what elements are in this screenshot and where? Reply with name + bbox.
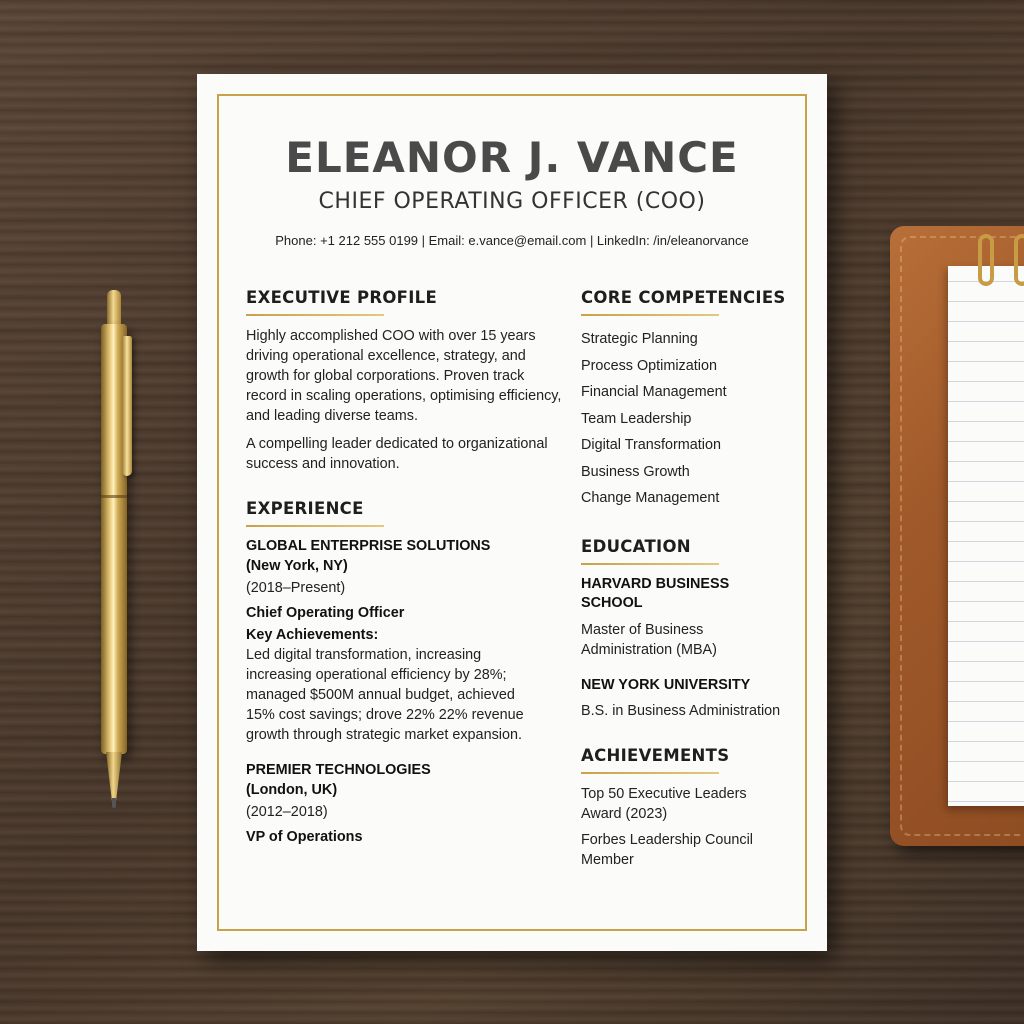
pen-clip xyxy=(122,336,132,476)
notepad-paper xyxy=(948,266,1024,806)
competency-list xyxy=(581,326,806,512)
section-heading: EXPERIENCE xyxy=(246,499,364,518)
job-title: VP of Operations xyxy=(246,829,363,845)
resume-header xyxy=(197,134,827,250)
education-section xyxy=(581,536,806,722)
job-dates: (2018–Present) xyxy=(246,580,346,596)
competency-item: Strategic Planning xyxy=(581,331,698,347)
section-rule xyxy=(246,525,384,527)
section-heading: EXECUTIVE PROFILE xyxy=(246,288,438,307)
binding-ring xyxy=(978,234,994,286)
education-item xyxy=(581,575,806,660)
job-achievements: Led digital transformation, increasing increasing operational efficiency by 28%; managed $500M annual budget, achieved 15% cost savings; drove 22% 22% revenue growth through strategic market expansion. xyxy=(246,647,524,743)
section-heading: EDUCATION xyxy=(581,536,691,556)
achievements-section xyxy=(581,745,806,870)
candidate-role: CHIEF OPERATING OFFICER (COO) xyxy=(318,189,706,214)
school-name: NEW YORK UNIVERSITY xyxy=(581,676,751,693)
achievement-item: Top 50 Executive Leaders Award (2023) xyxy=(581,786,747,822)
school-name: HARVARD BUSINESS SCHOOL xyxy=(581,575,730,611)
job-entry xyxy=(246,537,566,745)
profile-paragraph: A compelling leader dedicated to organizational success and innovation. xyxy=(246,436,548,472)
competency-item: Team Leadership xyxy=(581,410,692,427)
degree: Master of Business Administration (MBA) xyxy=(581,621,717,658)
left-column xyxy=(246,287,566,871)
pen-click-button xyxy=(107,290,121,326)
notepad-rings xyxy=(978,234,1024,294)
job-entry xyxy=(246,761,566,847)
right-column xyxy=(581,287,806,894)
job-title: Chief Operating Officer xyxy=(246,605,405,621)
core-competencies-section xyxy=(581,287,806,512)
section-rule xyxy=(246,314,384,316)
profile-paragraph: Highly accomplished COO with over 15 years driving operational excellence, strategy, and growth for global corporations. Proven track record in scaling operations, optimising efficiency, and leading diverse teams. xyxy=(246,328,562,424)
candidate-name: ELEANOR J. VANCE xyxy=(285,133,739,182)
competency-item: Business Growth xyxy=(581,463,690,480)
section-rule xyxy=(581,314,719,316)
pen-point xyxy=(112,798,116,808)
pen-ring xyxy=(101,495,127,498)
binding-ring xyxy=(1014,234,1024,286)
company-name: GLOBAL ENTERPRISE SOLUTIONS (New York, NY) xyxy=(246,538,491,574)
competency-item: Change Management xyxy=(581,490,720,506)
achievements-label: Key Achievements: xyxy=(246,627,379,643)
section-heading: ACHIEVEMENTS xyxy=(581,746,730,765)
competency-item: Financial Management xyxy=(581,384,727,400)
competency-item: Digital Transformation xyxy=(581,437,721,453)
contact-line: Phone: +1 212 555 0199 | Email: e.vance@email.com | LinkedIn: /in/eleanorvance xyxy=(275,233,749,248)
education-item xyxy=(581,676,806,722)
section-heading: CORE COMPETENCIES xyxy=(581,288,786,307)
section-rule xyxy=(581,772,719,774)
job-dates: (2012–2018) xyxy=(246,804,328,820)
company-name: PREMIER TECHNOLOGIES (London, UK) xyxy=(246,762,431,798)
executive-profile-section xyxy=(246,287,566,474)
experience-section xyxy=(246,498,566,847)
gold-pen xyxy=(98,290,132,810)
achievement-item: Forbes Leadership Council Member xyxy=(581,832,753,868)
resume-sheet xyxy=(197,74,827,951)
section-rule xyxy=(581,563,719,565)
degree: B.S. in Business Administration xyxy=(581,703,781,719)
competency-item: Process Optimization xyxy=(581,357,717,374)
pen-tip xyxy=(106,752,122,802)
